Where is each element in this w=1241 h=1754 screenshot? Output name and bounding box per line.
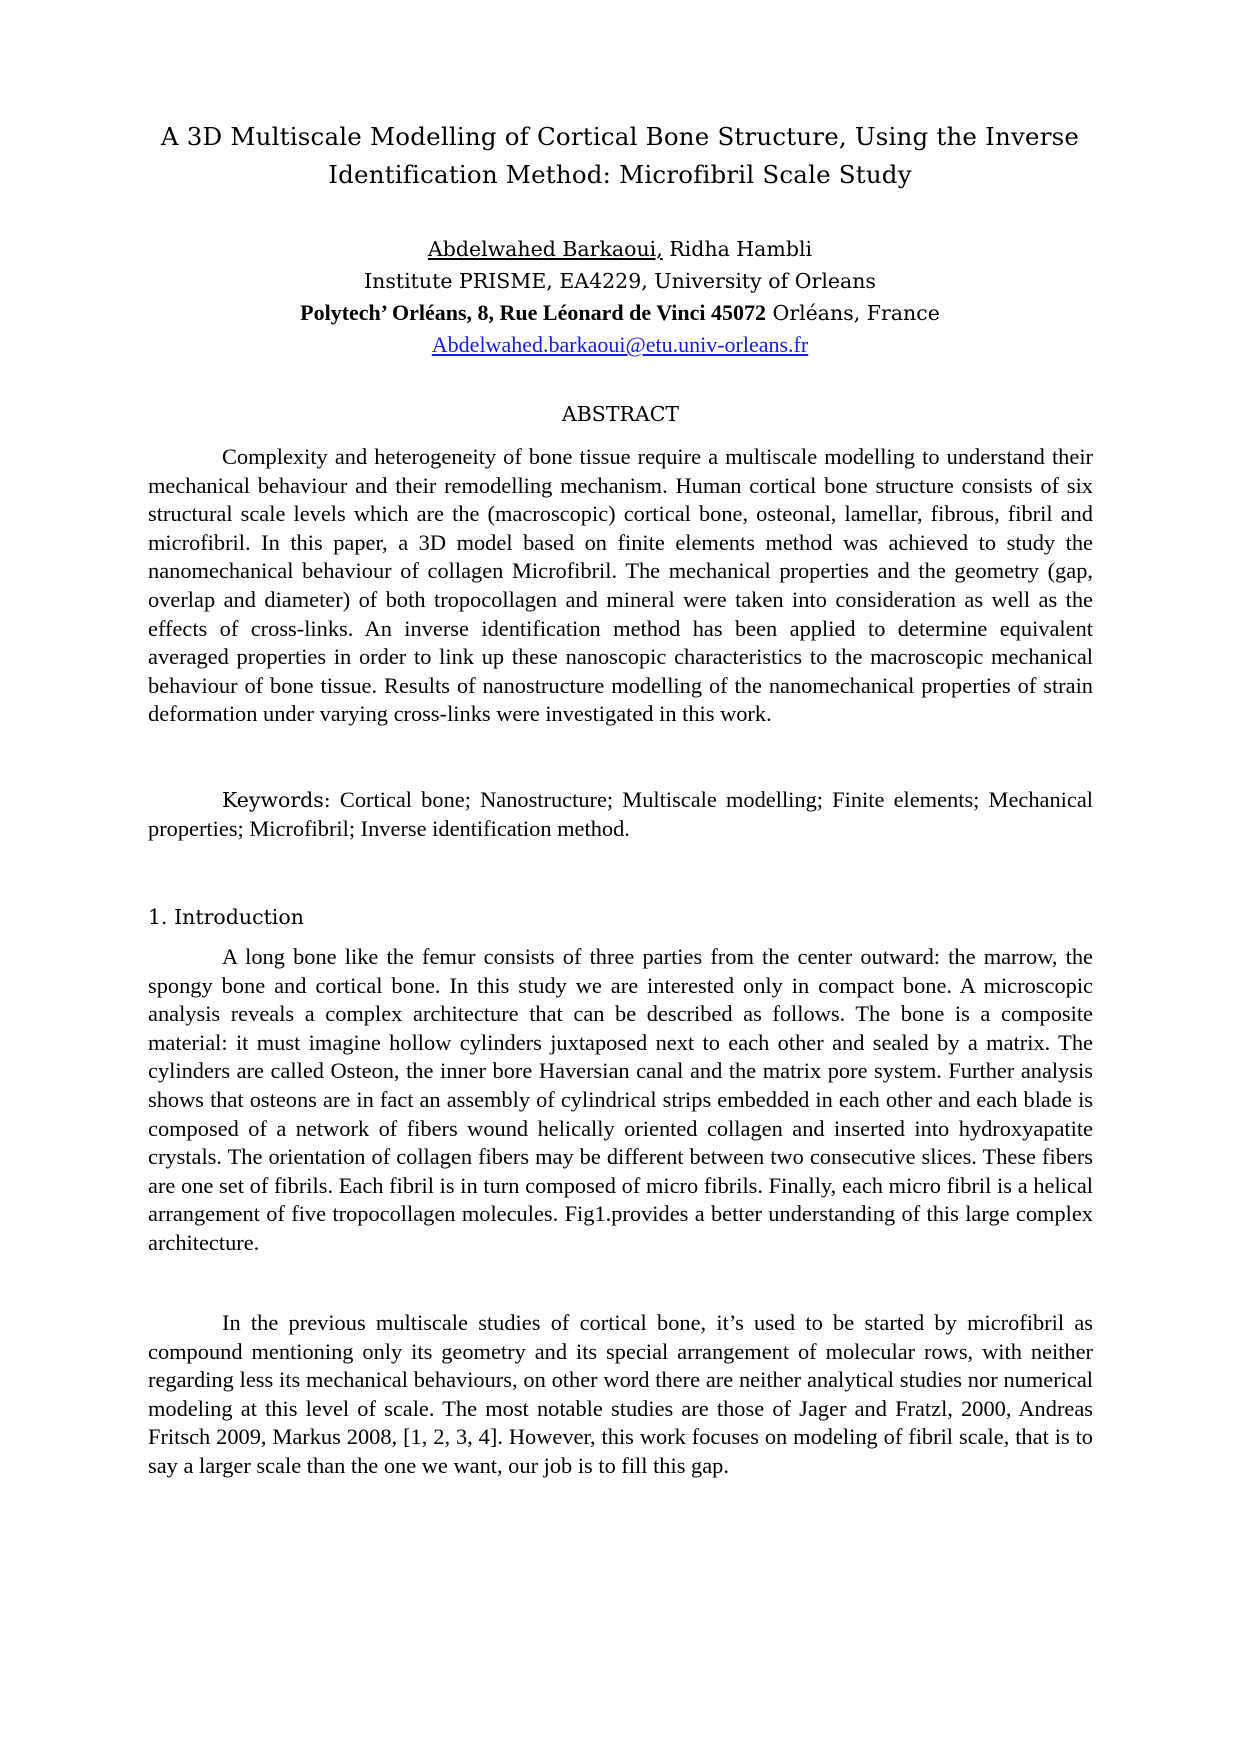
author-line (200, 233, 1040, 265)
section-heading-introduction: 1. Introduction (148, 905, 304, 929)
paper-title: A 3D Multiscale Modelling of Cortical Bone Structure, Using the Inverse Identification Method: Microfibril Scale Study (160, 122, 1080, 189)
address-bold: Polytech’ Orléans, 8, Rue Léonard de Vinci 45072 (300, 300, 766, 325)
keywords-paragraph (148, 786, 1093, 843)
email-link[interactable]: Abdelwahed.barkaoui@etu.univ-orleans.fr (431, 332, 809, 357)
introduction-paragraph-1: A long bone like the femur consists of three parties from the center outward: the marrow, the spongy bone and cortical bone. In this study we are interested only in compact bone. A microscopic analysis reveals a complex architecture that can be described as follows. The bone is a composite material: it must imagine hollow cylinders juxtaposed next to each other and sealed by a matrix. The cylinders are called Osteon, the inner bore Haversian canal and the matrix pore system. Further analysis shows that osteons are in fact an assembly of cylindrical strips embedded in each other and each blade is composed of a network of fibers wound helically oriented collagen and inserted into hydroxyapatite crystals. The orientation of collagen fibers may be different between two consecutive slices. These fibers are one set of fibrils. Each fibril is in turn composed of micro fibrils. Finally, each micro fibril is a helical arrangement of five tropocollagen molecules. Fig1.provides a better understanding of this large complex architecture. (148, 944, 1093, 1255)
abstract-paragraph: Complexity and heterogeneity of bone tissue require a multiscale modelling to understand their mechanical behaviour and their remodelling mechanism. Human cortical bone structure consists of six structural scale levels which are the (macroscopic) cortical bone, osteonal, lamellar, fibrous, fibril and microfibril. In this paper, a 3D model based on finite elements method was achieved to study the nanomechanical behaviour of collagen Microfibril. The mechanical properties and the geometry (gap, overlap and diameter) of both tropocollagen and mineral were taken into consideration as well as the effects of cross-links. An inverse identification method has been applied to determine equivalent averaged properties in order to link up these nanoscopic characteristics to the macroscopic mechanical behaviour of bone tissue. Results of nanostructure modelling of the nanomechanical properties of strain deformation under varying cross-links were investigated in this work. (148, 444, 1093, 727)
abstract-heading: ABSTRACT (561, 402, 680, 426)
email-line (200, 329, 1040, 361)
address-line (200, 297, 1040, 329)
keywords-label: Keywords: (222, 788, 331, 812)
introduction-paragraph-2: In the previous multiscale studies of cortical bone, it’s used to be started by microfibril as compound mentioning only its geometry and its special arrangement of molecular rows, with neither regarding less its mechanical behaviours, on other word there are neither analytical studies nor numerical modeling at this level of scale. The most notable studies are those of Jager and Fratzl, 2000, Andreas Fritsch 2009, Markus 2008, [1, 2, 3, 4]. However, this work focuses on modeling of fibril scale, that is to say a larger scale than the one we want, our job is to fill this gap. (148, 1310, 1093, 1478)
keywords-text: Cortical bone; Nanostructure; Multiscale modelling; Finite elements; Mechanical properties; Microfibril; Inverse identification method. (148, 787, 1093, 841)
address-city: Orléans, France (766, 301, 940, 325)
affiliation: Institute PRISME, EA4229, University of Orleans (364, 269, 876, 293)
author-name-secondary: Ridha Hambli (662, 237, 813, 261)
author-block (200, 233, 1040, 361)
author-name-primary: Abdelwahed Barkaoui, (427, 237, 663, 261)
